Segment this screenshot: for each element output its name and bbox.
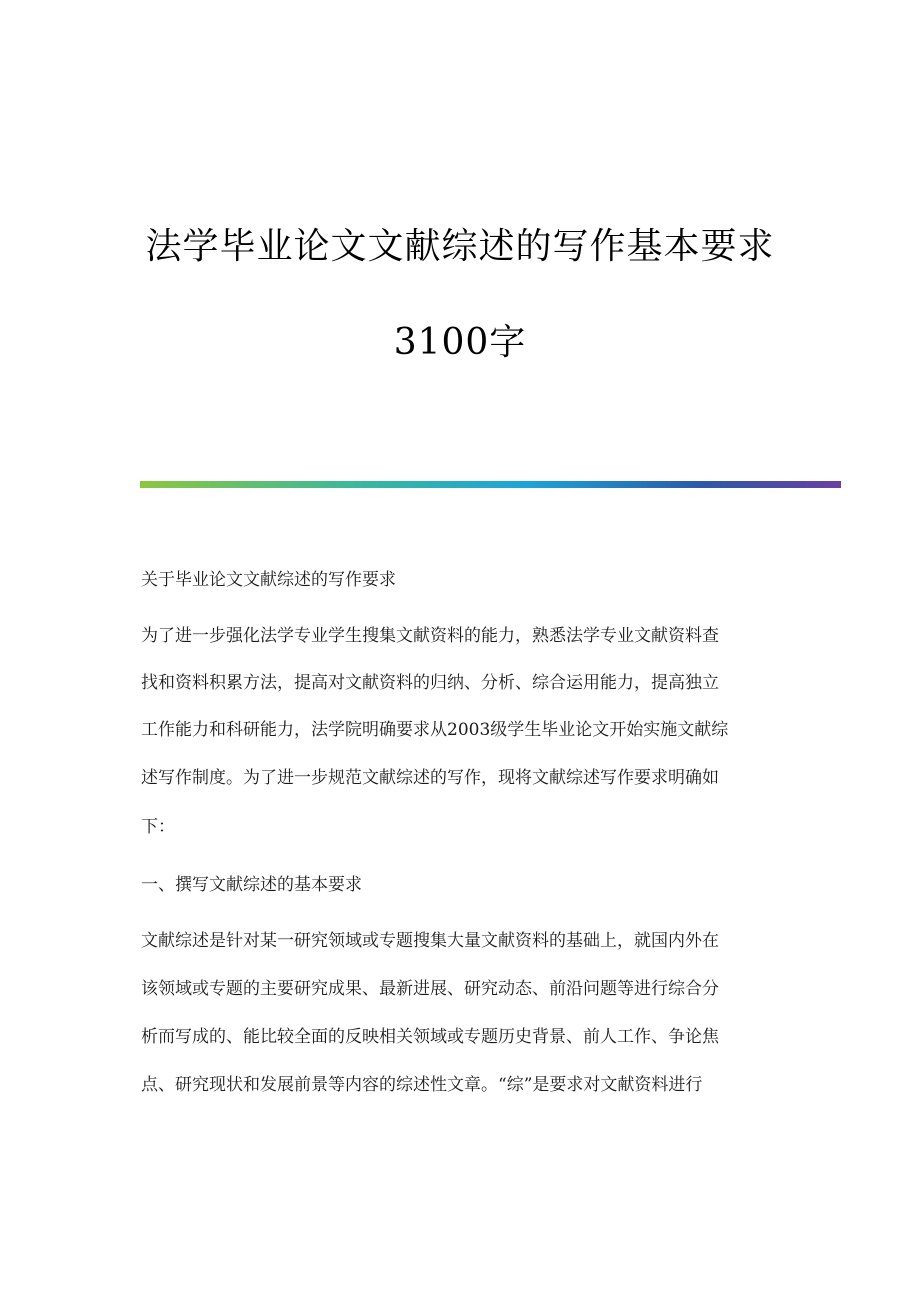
paragraph-line: 析而写成的、能比较全面的反映相关领域或专题历史背景、前人工作、争论焦 bbox=[141, 1027, 719, 1047]
paragraph-line: 点、研究现状和发展前景等内容的综述性文章。“综”是要求对文献资料进行 bbox=[141, 1075, 703, 1095]
paragraph-line: 为了进一步强化法学专业学生搜集文献资料的能力，熟悉法学专业文献资料查 bbox=[141, 626, 719, 646]
paragraph-line: 文献综述是针对某一研究领域或专题搜集大量文献资料的基础上，就国内外在 bbox=[141, 931, 719, 951]
document-title: 法学毕业论文文献综述的写作基本要求 bbox=[145, 226, 775, 267]
paragraph-line: 下： bbox=[141, 817, 175, 837]
section-heading: 一、撰写文献综述的基本要求 bbox=[141, 875, 362, 895]
paragraph-line: 该领域或专题的主要研究成果、最新进展、研究动态、前沿问题等进行综合分 bbox=[141, 979, 719, 999]
paragraph-line: 述写作制度。为了进一步规范文献综述的写作，现将文献综述写作要求明确如 bbox=[141, 768, 719, 788]
document-title-wordcount: 3100字 bbox=[393, 322, 527, 363]
section-heading: 关于毕业论文文献综述的写作要求 bbox=[141, 570, 396, 590]
gradient-divider bbox=[140, 481, 841, 488]
paragraph-line: 工作能力和科研能力，法学院明确要求从2003级学生毕业论文开始实施文献综 bbox=[141, 720, 729, 740]
paragraph-line: 找和资料积累方法，提高对文献资料的归纳、分析、综合运用能力，提高独立 bbox=[141, 673, 719, 693]
